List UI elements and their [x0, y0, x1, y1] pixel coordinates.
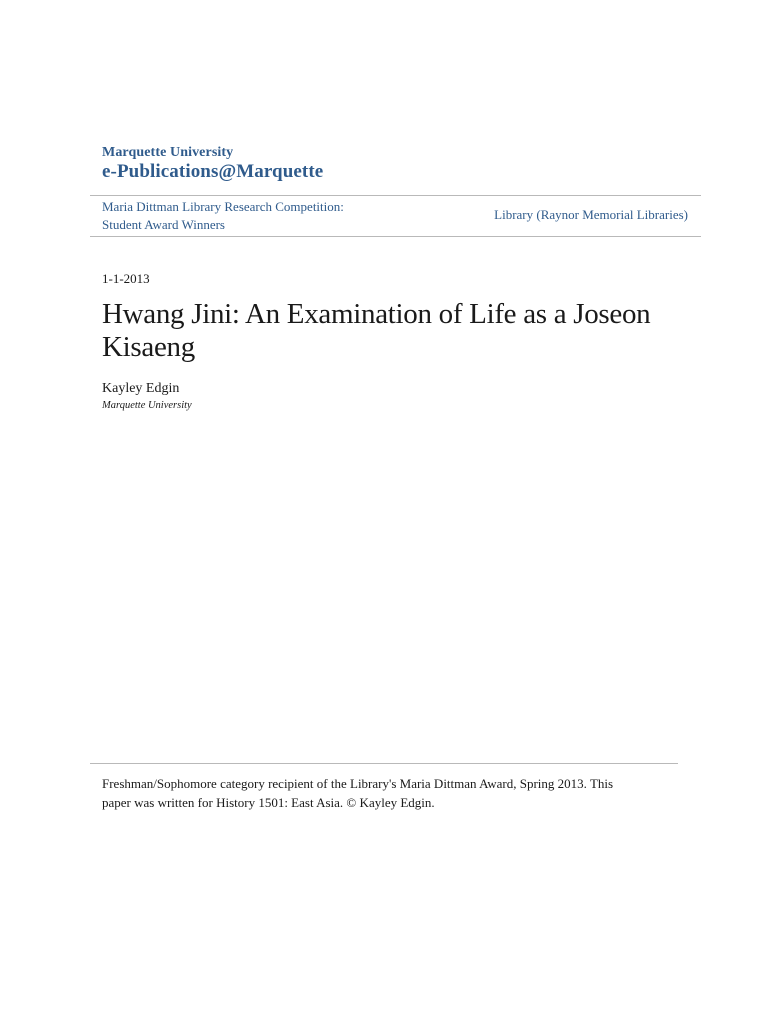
series-link[interactable]: [102, 198, 402, 234]
author-affiliation: Marquette University: [102, 400, 192, 411]
footer-note-line-1: Freshman/Sophomore category recipient of the Library's Maria Dittman Award, Spring 2013. This: [102, 776, 614, 791]
paper-title: [102, 298, 662, 364]
university-name[interactable]: Marquette University: [102, 145, 234, 160]
author-name[interactable]: Kayley Edgin: [102, 381, 180, 396]
paper-title-line-2: Kisaeng: [102, 331, 195, 363]
series-link-line-1[interactable]: Maria Dittman Library Research Competition:: [102, 199, 344, 214]
footer-divider: [90, 763, 678, 764]
header-divider-bottom: [90, 236, 701, 237]
repository-name[interactable]: e-Publications@Marquette: [102, 161, 324, 182]
header-divider-top: [90, 195, 701, 196]
footer-note: [102, 774, 682, 812]
publication-date: 1-1-2013: [102, 271, 150, 286]
series-link-line-2[interactable]: Student Award Winners: [102, 217, 225, 232]
department-link[interactable]: Library (Raynor Memorial Libraries): [494, 207, 688, 222]
footer-note-line-2: paper was written for History 1501: East Asia. © Kayley Edgin.: [102, 795, 435, 810]
paper-title-line-1: Hwang Jini: An Examination of Life as a Joseon: [102, 298, 651, 330]
